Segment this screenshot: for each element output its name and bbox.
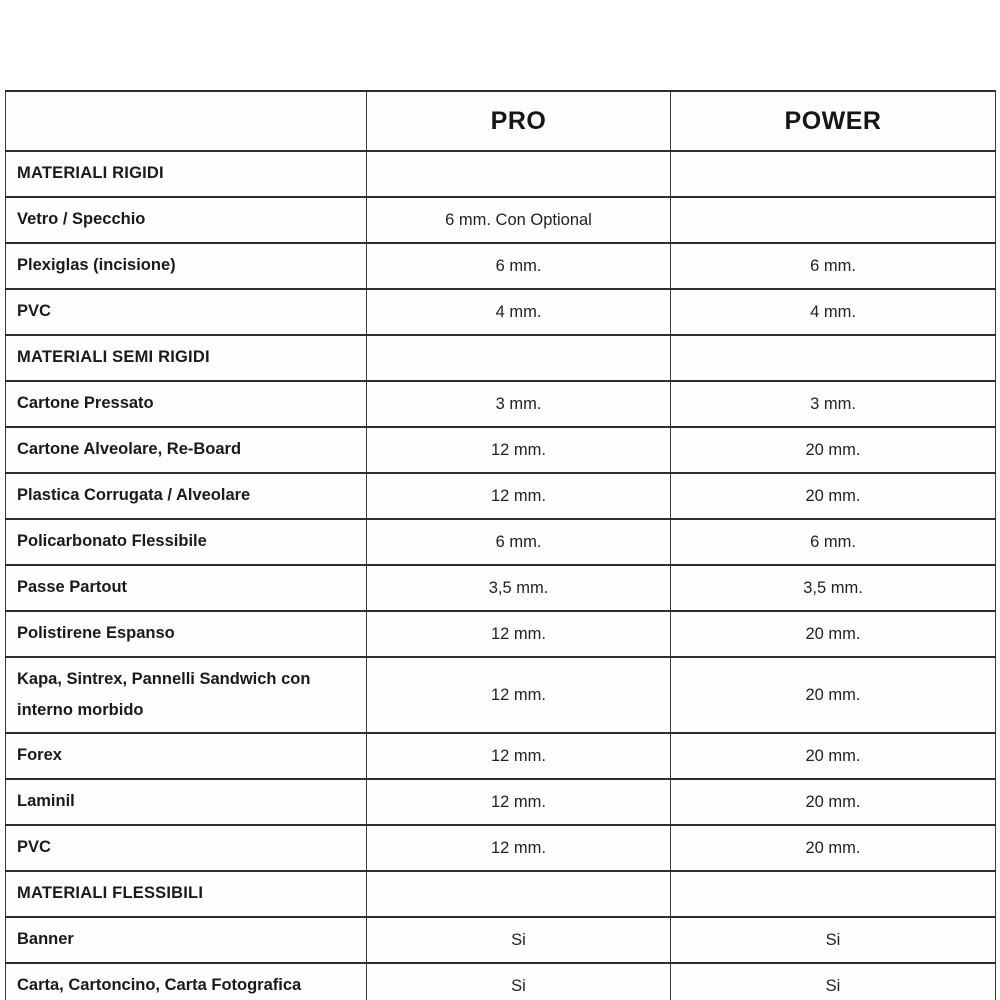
row-label-cell: Forex (6, 733, 367, 779)
pro-value-cell (367, 871, 671, 917)
power-value-cell: Si (671, 963, 996, 1000)
pro-value-cell: 6 mm. Con Optional (367, 197, 671, 243)
row-label-cell: PVC (6, 825, 367, 871)
table-row (6, 427, 996, 473)
row-label-cell: MATERIALI FLESSIBILI (6, 871, 367, 917)
row-label-cell: MATERIALI SEMI RIGIDI (6, 335, 367, 381)
table-row (6, 381, 996, 427)
table-row (6, 473, 996, 519)
pro-value-cell: 6 mm. (367, 519, 671, 565)
row-label-cell: Kapa, Sintrex, Pannelli Sandwich con interno morbido (6, 657, 367, 733)
pro-value-cell (367, 151, 671, 197)
row-label-cell: Carta, Cartoncino, Carta Fotografica (6, 963, 367, 1000)
pro-value-cell (367, 335, 671, 381)
header-cell-pro: PRO (367, 91, 671, 151)
table-body (6, 151, 996, 1000)
table-row (6, 565, 996, 611)
pro-value-cell: 12 mm. (367, 657, 671, 733)
power-value-cell (671, 151, 996, 197)
header-cell-power: POWER (671, 91, 996, 151)
pro-value-cell: 12 mm. (367, 779, 671, 825)
power-value-cell: Si (671, 917, 996, 963)
table-row (6, 825, 996, 871)
table-row (6, 657, 996, 733)
pro-value-cell: 3,5 mm. (367, 565, 671, 611)
section-row (6, 335, 996, 381)
row-label-cell: Cartone Alveolare, Re-Board (6, 427, 367, 473)
section-row (6, 151, 996, 197)
table-row (6, 197, 996, 243)
row-label-cell: Laminil (6, 779, 367, 825)
section-row (6, 871, 996, 917)
pro-value-cell: 12 mm. (367, 733, 671, 779)
row-label-cell: MATERIALI RIGIDI (6, 151, 367, 197)
pro-value-cell: 12 mm. (367, 473, 671, 519)
power-value-cell: 6 mm. (671, 519, 996, 565)
pro-value-cell: 12 mm. (367, 825, 671, 871)
header-cell-materials (6, 91, 367, 151)
row-label-cell: Policarbonato Flessibile (6, 519, 367, 565)
power-value-cell: 20 mm. (671, 657, 996, 733)
power-value-cell: 20 mm. (671, 611, 996, 657)
power-value-cell: 20 mm. (671, 427, 996, 473)
power-value-cell: 20 mm. (671, 733, 996, 779)
table-row (6, 963, 996, 1000)
pro-value-cell: 6 mm. (367, 243, 671, 289)
materials-comparison-table (5, 90, 996, 1000)
table-row (6, 611, 996, 657)
pro-value-cell: 4 mm. (367, 289, 671, 335)
row-label-cell: Polistirene Espanso (6, 611, 367, 657)
table-row (6, 243, 996, 289)
row-label-cell: Vetro / Specchio (6, 197, 367, 243)
pro-value-cell: Si (367, 963, 671, 1000)
row-label-cell: Passe Partout (6, 565, 367, 611)
power-value-cell: 20 mm. (671, 473, 996, 519)
power-value-cell: 20 mm. (671, 825, 996, 871)
power-value-cell: 3 mm. (671, 381, 996, 427)
table-row (6, 779, 996, 825)
pro-value-cell: 12 mm. (367, 427, 671, 473)
power-value-cell: 4 mm. (671, 289, 996, 335)
table-row (6, 289, 996, 335)
power-value-cell (671, 335, 996, 381)
row-label-cell: Plastica Corrugata / Alveolare (6, 473, 367, 519)
table-row (6, 733, 996, 779)
row-label-cell: Cartone Pressato (6, 381, 367, 427)
table-row (6, 519, 996, 565)
pro-value-cell: Si (367, 917, 671, 963)
power-value-cell (671, 197, 996, 243)
pro-value-cell: 3 mm. (367, 381, 671, 427)
table-row (6, 917, 996, 963)
pro-value-cell: 12 mm. (367, 611, 671, 657)
row-label-cell: PVC (6, 289, 367, 335)
power-value-cell: 3,5 mm. (671, 565, 996, 611)
header-row (6, 91, 996, 151)
power-value-cell: 20 mm. (671, 779, 996, 825)
power-value-cell: 6 mm. (671, 243, 996, 289)
row-label-cell: Banner (6, 917, 367, 963)
power-value-cell (671, 871, 996, 917)
table-header (6, 91, 996, 151)
row-label-cell: Plexiglas (incisione) (6, 243, 367, 289)
